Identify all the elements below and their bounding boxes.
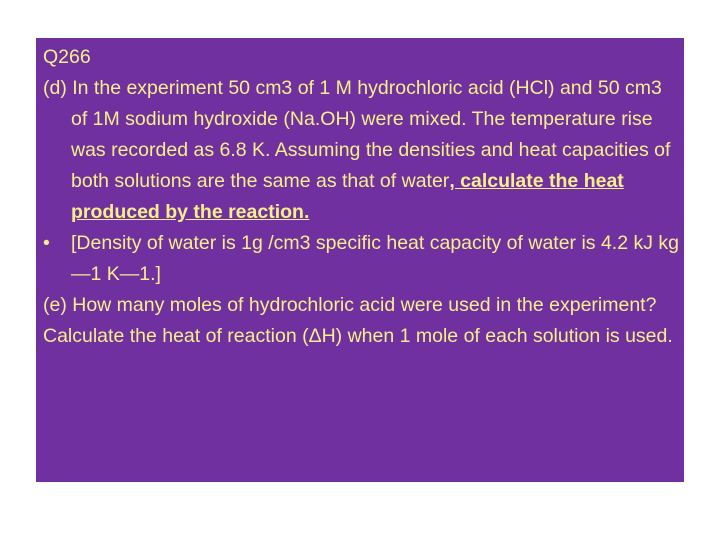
part-d-text: (d) In the experiment 50 cm3 of 1 M hydrochloric acid (HCl) and 50 cm3 of 1M sodium hydroxide (Na.OH) were mixed. The temperature rise was recorded as 6.8 K. Assuming the densities and heat capacities of both solutions are the same as that of water <box>43 77 671 192</box>
part-d-paragraph <box>43 73 683 228</box>
data-bullet <box>43 228 683 290</box>
part-e-paragraph: (e) How many moles of hydrochloric acid were used in the experiment? <box>43 294 657 316</box>
part-d-emphasis: , calculate the heat produced by the reaction. <box>71 170 624 223</box>
question-id: Q266 <box>43 46 91 68</box>
final-question-paragraph: Calculate the heat of reaction (ΔH) when 1 mole of each solution is used. <box>43 325 673 347</box>
bullet-symbol: • <box>43 232 50 254</box>
bullet-text: [Density of water is 1g /cm3 specific heat capacity of water is 4.2 kJ kg—1 K—1.] <box>71 232 680 285</box>
question-text-block <box>43 42 683 352</box>
